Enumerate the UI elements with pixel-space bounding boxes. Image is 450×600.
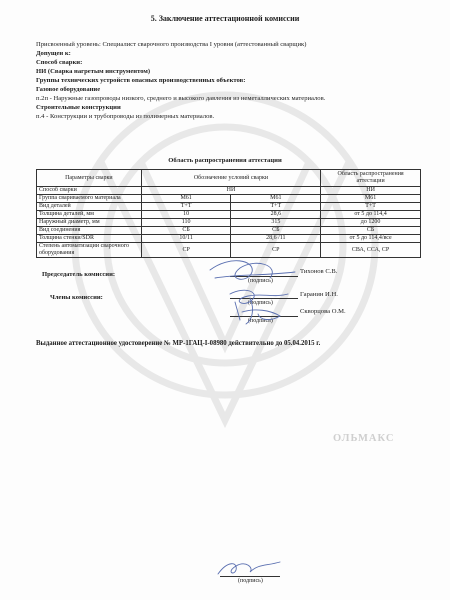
members-label: Члены комиссии:	[50, 294, 103, 301]
brand-watermark: ОЛЬМАКС	[333, 433, 395, 444]
table-header-row	[37, 170, 421, 187]
row-merged-value: НИ	[141, 187, 320, 195]
row-value-1: 10/11	[141, 235, 231, 243]
weld-method-label: Способ сварки:	[36, 59, 83, 66]
row-value-1: М61	[141, 195, 231, 203]
signature-hint: (подпись)	[248, 318, 273, 324]
row-value-1: СР	[141, 243, 231, 258]
row-param: Степень автоматизации сварочного оборудования	[37, 243, 142, 258]
table-row	[37, 219, 421, 227]
handwritten-signatures	[200, 250, 310, 335]
row-value-2: 28,6	[231, 211, 321, 219]
bottom-handwritten-signature	[214, 556, 284, 580]
row-value-1: 110	[141, 219, 231, 227]
certificate-text: Выданное аттестационное удостоверение № МР-1ГАЦ-I-08980 действительно до 05.04.2015 г.	[36, 340, 321, 347]
row-param: Толщина деталей, мм	[37, 211, 142, 219]
building-item: п.4 - Конструкции и трубопроводы из полимерных материалов.	[36, 113, 215, 120]
header-area: Область распространения аттестации	[321, 170, 421, 187]
row-value-1: Т+Т	[141, 203, 231, 211]
table-row	[37, 203, 421, 211]
row-value-2: М61	[231, 195, 321, 203]
table-row	[37, 235, 421, 243]
row-param: Толщина стенки/SDR	[37, 235, 142, 243]
signature-hint: (подпись)	[248, 278, 273, 284]
row-area: НИ	[321, 187, 421, 195]
table-title: Область распространения аттестации	[168, 157, 282, 164]
gas-equipment-heading: Газовое оборудование	[36, 86, 101, 93]
attestation-table	[36, 169, 421, 258]
member2-name: Скворцова О.М.	[300, 308, 346, 315]
table-row	[37, 211, 421, 219]
row-value-2: 315	[231, 219, 321, 227]
row-param: Вид соединения	[37, 227, 142, 235]
row-area: от 5 до 114,4	[321, 211, 421, 219]
row-area: Т+Т	[321, 203, 421, 211]
admitted-label: Допущен к:	[36, 50, 71, 57]
table-row	[37, 227, 421, 235]
gas-equipment-item: п.2п - Наружные газопроводы низкого, среднего и высокого давления из неметаллических материалов.	[36, 95, 326, 102]
chairman-label: Председатель комиссии:	[42, 271, 116, 278]
chairman-name: Тихонов С.В.	[300, 268, 338, 275]
row-value-1: СБ	[141, 227, 231, 235]
building-heading: Строительные конструкции	[36, 104, 121, 111]
row-value-1: 10	[141, 211, 231, 219]
row-area: М61	[321, 195, 421, 203]
weld-method-value: НИ (Сварка нагретым инструментом)	[36, 68, 151, 75]
signature-hint: (подпись)	[238, 578, 263, 584]
row-param: Способ сварки	[37, 187, 142, 195]
row-area: от 5 до 114,4/все	[321, 235, 421, 243]
row-param: Наружный диаметр, мм	[37, 219, 142, 227]
member1-name: Гаранин И.Н.	[300, 291, 338, 298]
row-param: Вид деталей	[37, 203, 142, 211]
groups-label: Группы технических устройств опасных производственных объектов:	[36, 77, 246, 84]
header-conditions: Обозначение условий сварки	[141, 170, 320, 187]
table-row	[37, 187, 421, 195]
row-area: СВА, ССА, СР	[321, 243, 421, 258]
table-row	[37, 195, 421, 203]
section-title: 5. Заключение аттестационной комиссии	[150, 14, 300, 23]
row-area: СБ	[321, 227, 421, 235]
assigned-level: Присвоенный уровень: Специалист сварочного производства I уровня (аттестованный сварщик)	[36, 41, 307, 48]
signature-hint: (подпись)	[248, 300, 273, 306]
row-value-2: 28,6 /11	[231, 235, 321, 243]
row-value-2: СБ	[231, 227, 321, 235]
row-value-2: Т+Т	[231, 203, 321, 211]
row-value-2: СР	[231, 243, 321, 258]
header-params: Параметры сварки	[37, 170, 142, 187]
row-param: Группа свариваемого материала	[37, 195, 142, 203]
row-area: до 1200	[321, 219, 421, 227]
